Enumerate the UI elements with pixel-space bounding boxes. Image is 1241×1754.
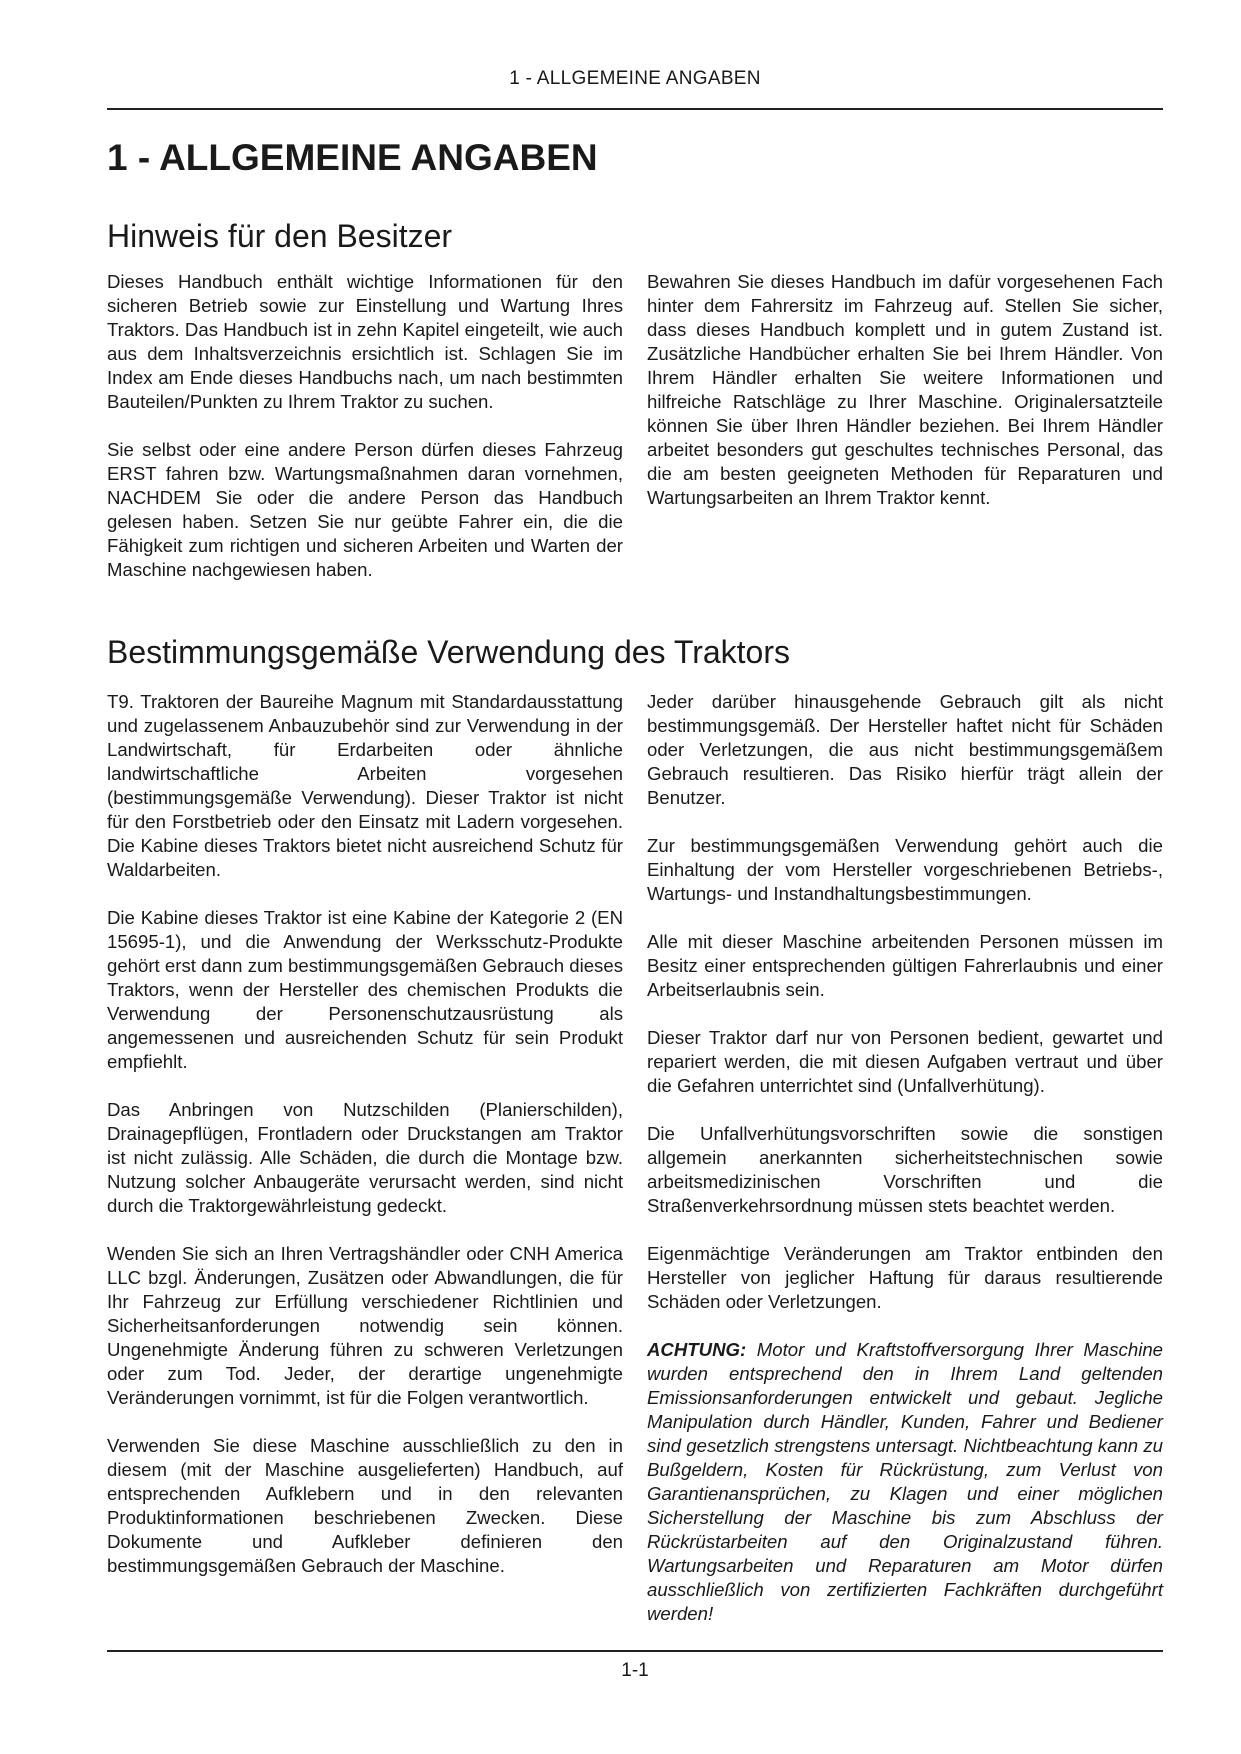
section1-right-column [647,270,1163,534]
warning-label: ACHTUNG: [647,1339,747,1360]
footer-rule [107,1650,1163,1652]
section1-left-column [107,270,623,606]
warning-text: Motor und Kraftstoffversorgung Ihrer Maschine wurden entsprechend den in Ihrem Land geltenden Emissionsanforderungen entwickelt und gebaut. Jegliche Manipulation durch Händler, Kunden, Fahrer und Bediener sind gesetzlich strengstens untersagt. Nichtbeachtung kann zu Bußgeldern, Kosten für Rückrüstung, zum Verlust von Garantienansprüchen, zu Klagen und einer möglichen Sicherstellung der Maschine bis zum Abschluss der Rückrüstarbeiten auf den Originalzustand führen. Wartungsarbeiten und Reparaturen am Motor dürfen ausschließlich von zertifizierten Fachkräften durchgeführt werden! [647,1339,1164,1624]
chapter-title: 1 - ALLGEMEINE ANGABEN [107,137,598,178]
paragraph: Dieses Handbuch enthält wichtige Informationen für den sicheren Betrieb sowie zur Einstellung und Wartung Ihres Traktors. Das Handbuch ist in zehn Kapitel eingeteilt, wie auch aus dem Inhaltsverzeichnis ersichtlich ist. Schlagen Sie im Index am Ende dieses Handbuchs nach, um nach bestimmten Bauteilen/Punkten zu Ihrem Traktor zu suchen. [107,271,623,412]
paragraph: Jeder darüber hinausgehende Gebrauch gilt als nicht bestimmungsgemäß. Der Hersteller haftet nicht für Schäden oder Verletzungen, die aus nicht bestimmungsgemäßem Gebrauch resultieren. Das Risiko hierfür trägt allein der Benutzer. [647,691,1163,808]
paragraph: Verwenden Sie diese Maschine ausschließlich zu den in diesem (mit der Maschine ausgelieferten) Handbuch, auf entsprechenden Aufklebern und in den relevanten Produktinformationen beschriebenen Zwecken. Diese Dokumente und Aufkleber definieren den bestimmungsgemäßen Gebrauch der Maschine. [107,1435,623,1576]
section2-right-column [647,690,1163,1650]
section-title-intended-use: Bestimmungsgemäße Verwendung des Traktors [107,634,790,670]
paragraph: Alle mit dieser Maschine arbeitenden Personen müssen im Besitz einer entsprechenden gültigen Fahrerlaubnis und einer Arbeitserlaubnis sein. [647,931,1163,1000]
paragraph: Wenden Sie sich an Ihren Vertragshändler oder CNH America LLC bzgl. Änderungen, Zusätzen oder Abwandlungen, die für Ihr Fahrzeug zur Erfüllung verschiedener Richtlinien und Sicherheitsanforderungen notwendig sein können. Ungenehmigte Änderung führen zu schweren Verletzungen oder zum Tod. Jeder, der derartige ungenehmigte Veränderungen vornimmt, ist für die Folgen verantwortlich. [107,1243,623,1408]
paragraph: Die Kabine dieses Traktor ist eine Kabine der Kategorie 2 (EN 15695-1), und die Anwendung der Werksschutz-Produkte gehört erst dann zum bestimmungsgemäßen Gebrauch dieses Traktors, wenn der Hersteller des chemischen Produkts die Verwendung der Personenschutzausrüstung als angemessenen und ausreichenden Schutz für sein Produkt empfiehlt. [107,907,623,1072]
paragraph: Sie selbst oder eine andere Person dürfen dieses Fahrzeug ERST fahren bzw. Wartungsmaßnahmen daran vornehmen, NACHDEM Sie oder die andere Person das Handbuch gelesen haben. Setzen Sie nur geübte Fahrer ein, die die Fähigkeit zum richtigen und sicheren Arbeiten und Warten der Maschine nachgewiesen haben. [107,439,623,580]
warning-note [647,1338,1163,1626]
paragraph: Dieser Traktor darf nur von Personen bedient, gewartet und repariert werden, die mit diesen Aufgaben vertraut und über die Gefahren unterrichtet sind (Unfallverhütung). [647,1027,1163,1096]
paragraph: Zur bestimmungsgemäßen Verwendung gehört auch die Einhaltung der vom Hersteller vorgeschriebenen Betriebs-, Wartungs- und Instandhaltungsbestimmungen. [647,835,1163,904]
running-header: 1 - ALLGEMEINE ANGABEN [509,68,761,89]
page-number: 1-1 [621,1660,649,1681]
paragraph: Eigenmächtige Veränderungen am Traktor entbinden den Hersteller von jeglicher Haftung für daraus resultierende Schäden oder Verletzungen. [647,1243,1163,1312]
header-rule [107,108,1163,110]
paragraph: T9. Traktoren der Baureihe Magnum mit Standardausstattung und zugelassenem Anbauzubehör sind zur Verwendung in der Landwirtschaft, für Erdarbeiten oder ähnliche landwirtschaftliche Arbeiten vorgesehen (bestimmungsgemäße Verwendung). Dieser Traktor ist nicht für den Forstbetrieb oder den Einsatz mit Ladern vorgesehen. Die Kabine dieses Traktors bietet nicht ausreichend Schutz für Waldarbeiten. [107,691,623,880]
paragraph: Das Anbringen von Nutzschilden (Planierschilden), Drainagepflügen, Frontladern oder Druckstangen am Traktor ist nicht zulässig. Alle Schäden, die durch die Montage bzw. Nutzung solcher Anbaugeräte verursacht werden, sind nicht durch die Traktorgewährleistung gedeckt. [107,1099,623,1216]
section-title-owner-notice: Hinweis für den Besitzer [107,218,453,254]
paragraph: Die Unfallverhütungsvorschriften sowie die sonstigen allgemein anerkannten sicherheitstechnischen sowie arbeitsmedizinischen Vorschriften und die Straßenverkehrsordnung müssen stets beachtet werden. [647,1123,1163,1216]
section2-left-column [107,690,623,1602]
paragraph: Bewahren Sie dieses Handbuch im dafür vorgesehenen Fach hinter dem Fahrersitz im Fahrzeug auf. Stellen Sie sicher, dass dieses Handbuch komplett und in gutem Zustand ist. Zusätzliche Handbücher erhalten Sie bei Ihrem Händler. Von Ihrem Händler erhalten Sie weitere Informationen und hilfreiche Ratschläge zu Ihrer Maschine. Originalersatzteile können Sie über Ihren Händler beziehen. Bei Ihrem Händler arbeitet besonders gut geschultes technisches Personal, das die am besten geeigneten Methoden für Reparaturen und Wartungsarbeiten an Ihrem Traktor kennt. [647,271,1163,508]
